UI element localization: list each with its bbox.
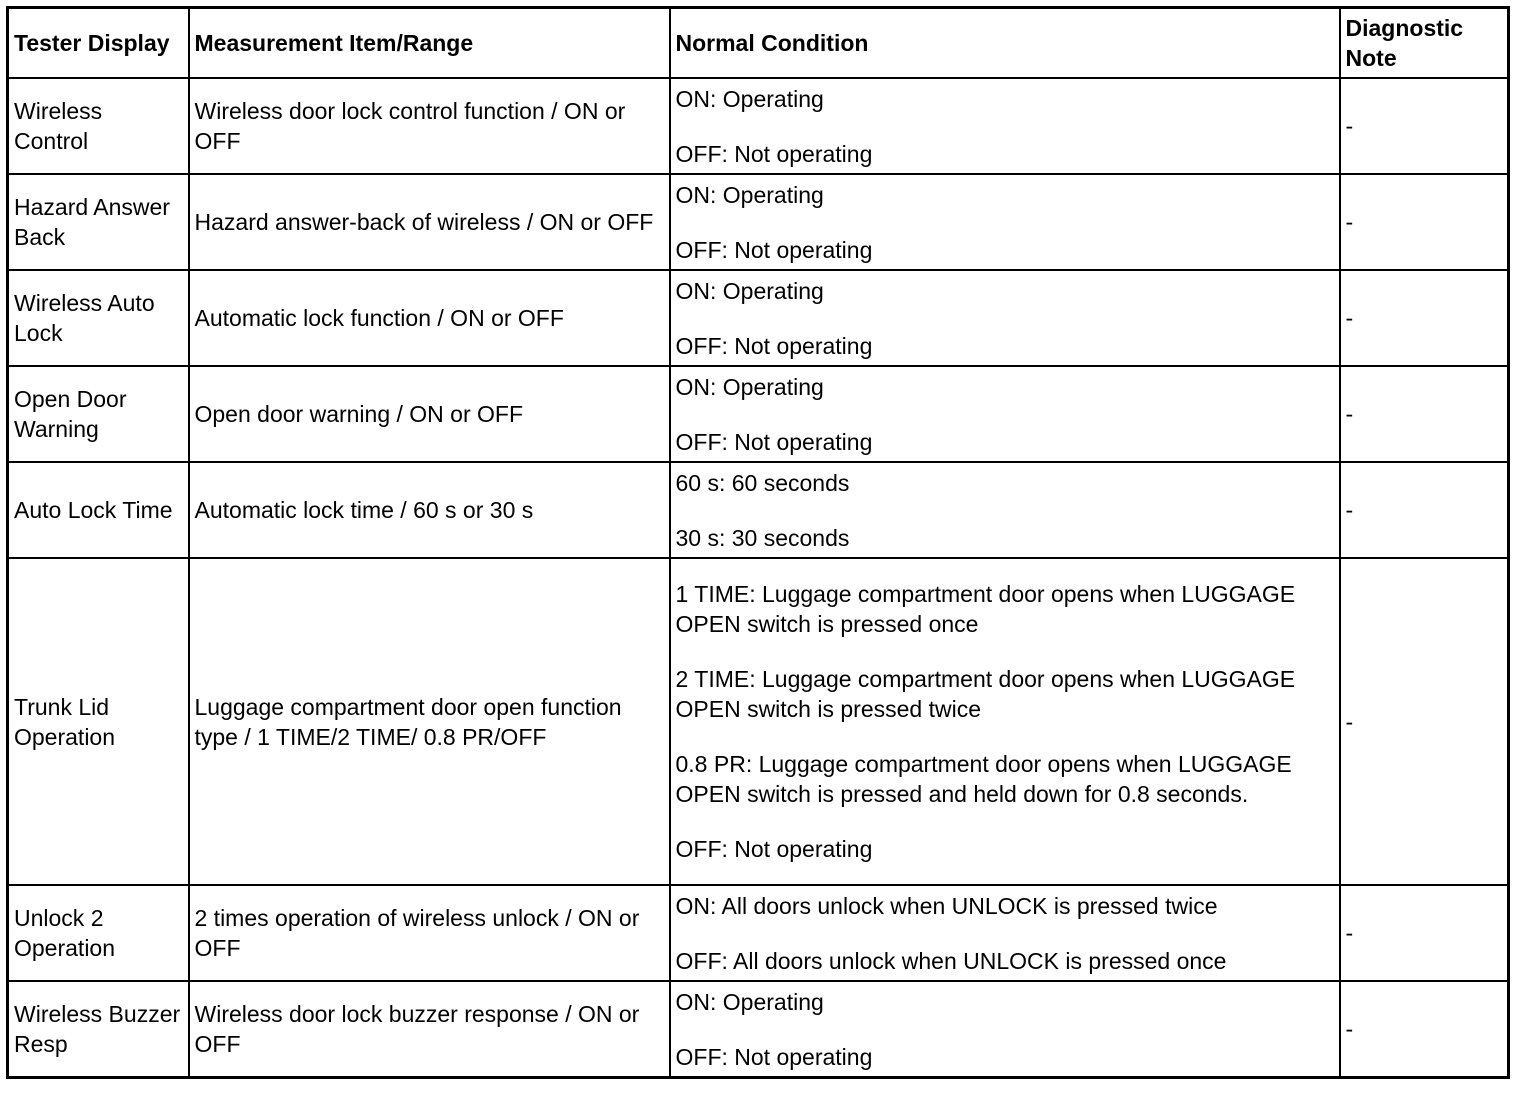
- diagnostic-note-cell: -: [1340, 270, 1509, 366]
- normal-condition-line: ON: Operating: [675, 181, 824, 208]
- tester-display-cell: Wireless Control: [8, 78, 189, 174]
- normal-condition-line: OFF: Not operating: [675, 1043, 873, 1070]
- header-normal-condition: Normal Condition: [670, 8, 1340, 79]
- normal-condition-line: 0.8 PR: Luggage compartment door opens when LUGGAGE OPEN switch is pressed and held down for 0.8 seconds.: [675, 751, 1292, 807]
- table-row: [8, 270, 1509, 366]
- header-measurement: Measurement Item/Range: [189, 8, 670, 79]
- measurement-cell: Automatic lock function / ON or OFF: [189, 270, 670, 366]
- normal-condition-line: ON: Operating: [675, 277, 824, 304]
- diagnostic-note-cell: -: [1340, 558, 1509, 885]
- header-tester-display: Tester Display: [8, 8, 189, 79]
- diagnostic-note-cell: -: [1340, 885, 1509, 981]
- measurement-cell: Open door warning / ON or OFF: [189, 366, 670, 462]
- tester-display-cell: Wireless Buzzer Resp: [8, 981, 189, 1078]
- measurement-cell: Wireless door lock control function / ON or OFF: [189, 78, 670, 174]
- tester-display-cell: Auto Lock Time: [8, 462, 189, 558]
- normal-condition-cell: [670, 885, 1340, 981]
- normal-condition-line: OFF: Not operating: [675, 236, 873, 263]
- normal-condition-cell: [670, 270, 1340, 366]
- normal-condition-line: 1 TIME: Luggage compartment door opens when LUGGAGE OPEN switch is pressed once: [675, 581, 1296, 637]
- normal-condition-line: OFF: Not operating: [675, 140, 873, 167]
- normal-condition-cell: [670, 981, 1340, 1078]
- diagnostic-note-cell: -: [1340, 78, 1509, 174]
- tester-display-cell: Trunk Lid Operation: [8, 558, 189, 885]
- measurement-cell: Automatic lock time / 60 s or 30 s: [189, 462, 670, 558]
- specification-table: [6, 6, 1510, 1079]
- normal-condition-line: OFF: Not operating: [675, 836, 873, 862]
- normal-condition-cell: [670, 462, 1340, 558]
- table-row: [8, 366, 1509, 462]
- normal-condition-cell: [670, 78, 1340, 174]
- normal-condition-line: OFF: All doors unlock when UNLOCK is pressed once: [675, 947, 1227, 974]
- normal-condition-line: ON: All doors unlock when UNLOCK is pressed twice: [675, 892, 1218, 919]
- diagnostic-note-cell: -: [1340, 174, 1509, 270]
- table-row: [8, 462, 1509, 558]
- normal-condition-line: ON: Operating: [675, 85, 824, 112]
- tester-display-cell: Unlock 2 Operation: [8, 885, 189, 981]
- normal-condition-line: 30 s: 30 seconds: [675, 524, 850, 551]
- header-diagnostic-note: Diagnostic Note: [1340, 8, 1509, 79]
- table-row: [8, 558, 1509, 885]
- normal-condition-line: OFF: Not operating: [675, 428, 873, 455]
- normal-condition-line: OFF: Not operating: [675, 332, 873, 359]
- normal-condition-cell: [670, 174, 1340, 270]
- normal-condition-cell: [670, 366, 1340, 462]
- normal-condition-line: ON: Operating: [675, 988, 824, 1015]
- normal-condition-line: ON: Operating: [675, 373, 824, 400]
- diagnostic-note-cell: -: [1340, 981, 1509, 1078]
- tester-display-cell: Open Door Warning: [8, 366, 189, 462]
- table-row: [8, 78, 1509, 174]
- measurement-cell: Wireless door lock buzzer response / ON or OFF: [189, 981, 670, 1078]
- normal-condition-line: 60 s: 60 seconds: [675, 469, 850, 496]
- diagnostic-note-cell: -: [1340, 366, 1509, 462]
- tester-display-cell: Wireless Auto Lock: [8, 270, 189, 366]
- table-row: [8, 174, 1509, 270]
- header-row: [8, 8, 1509, 79]
- measurement-cell: Luggage compartment door open function type / 1 TIME/2 TIME/ 0.8 PR/OFF: [189, 558, 670, 885]
- measurement-cell: Hazard answer-back of wireless / ON or OFF: [189, 174, 670, 270]
- normal-condition-line: 2 TIME: Luggage compartment door opens when LUGGAGE OPEN switch is pressed twice: [675, 666, 1296, 722]
- table-row: [8, 885, 1509, 981]
- normal-condition-cell: [670, 558, 1340, 885]
- table-row: [8, 981, 1509, 1078]
- measurement-cell: 2 times operation of wireless unlock / ON or OFF: [189, 885, 670, 981]
- tester-display-cell: Hazard Answer Back: [8, 174, 189, 270]
- diagnostic-note-cell: -: [1340, 462, 1509, 558]
